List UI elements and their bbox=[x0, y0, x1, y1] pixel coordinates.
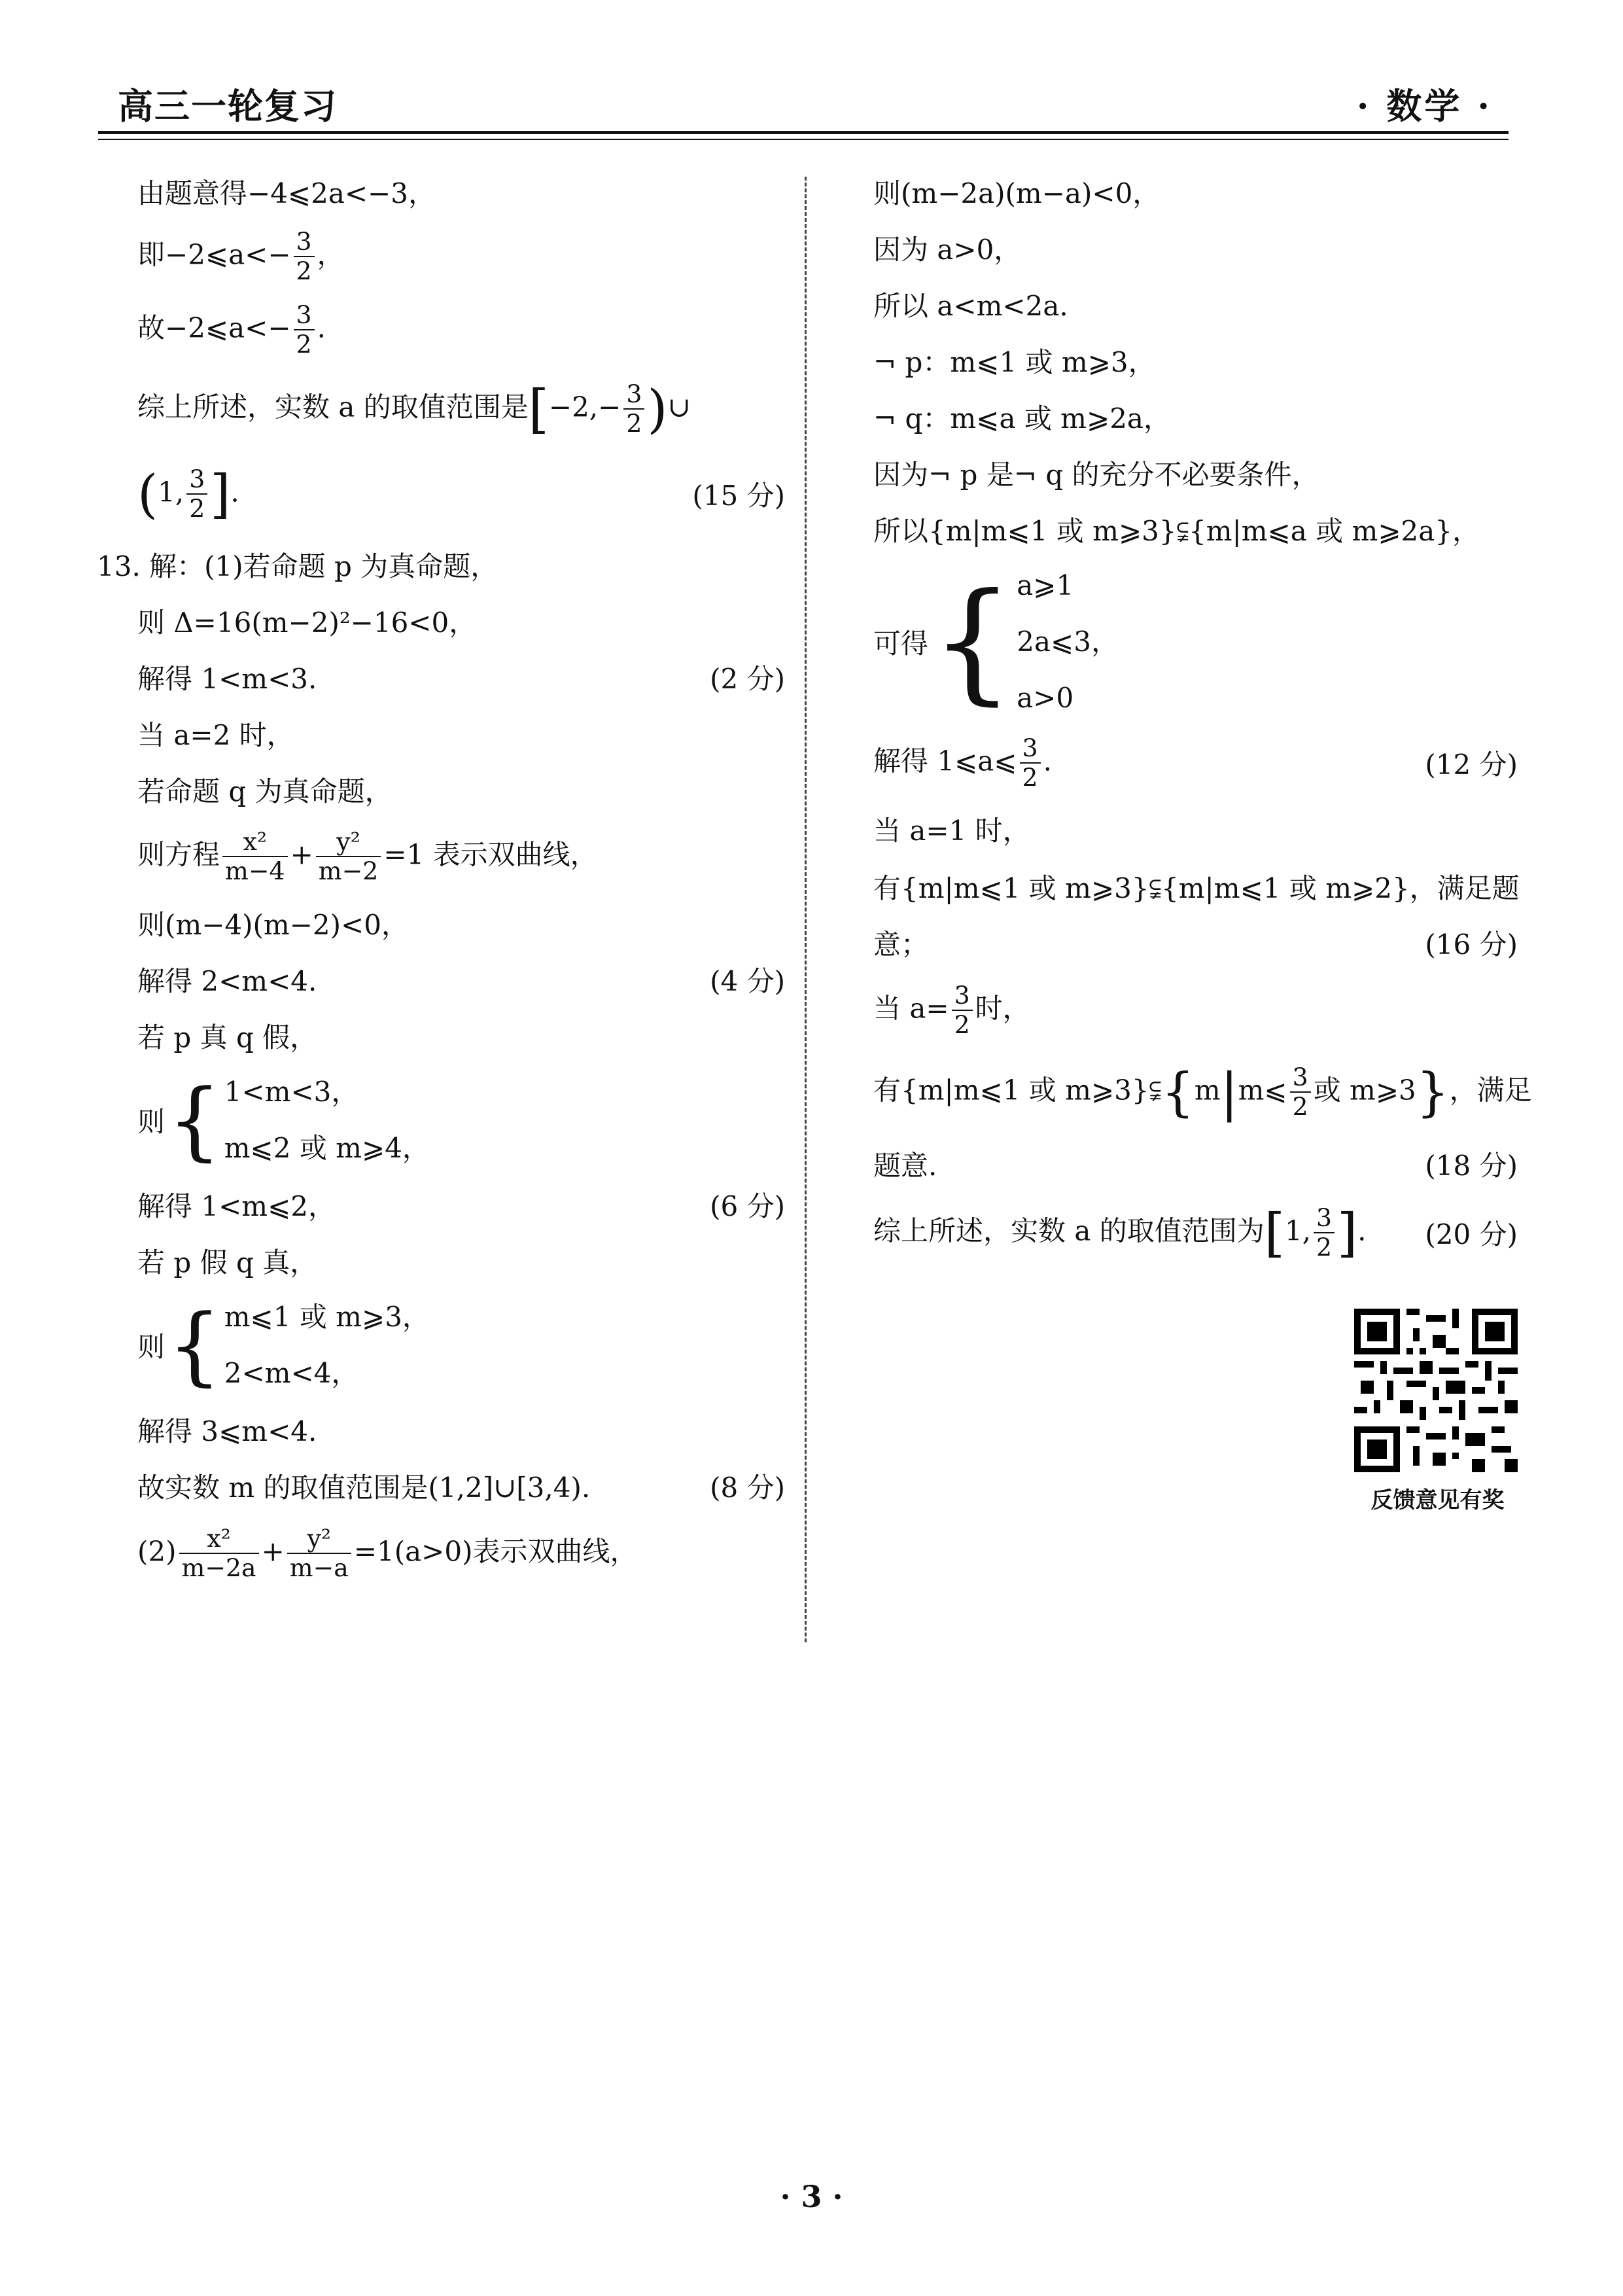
solution-line: 当 a=2 时， bbox=[137, 719, 294, 751]
solution-line: 综上所述，实数 a 的取值范围为[1, $\frac{3}{2}$ ]. (20 分) bbox=[873, 1202, 1518, 1263]
solution-line: 若 p 真 q 假， bbox=[137, 1021, 318, 1053]
fraction: $\frac{3}{2}$ bbox=[294, 301, 315, 359]
solution-line: 解得 1<m⩽2， (6 分) bbox=[137, 1176, 785, 1233]
solution-line: 题意. (18 分) bbox=[873, 1135, 1518, 1193]
solution-line: 则 Δ=16(m−2)²−16<0， bbox=[137, 607, 477, 639]
fraction: $\frac{3}{2}$ bbox=[1020, 734, 1041, 792]
solution-line: 由题意得−4⩽2a<−3， bbox=[137, 177, 436, 209]
solution-line: 若 p 假 q 真， bbox=[137, 1246, 318, 1279]
score-mark: (16 分) bbox=[1425, 928, 1518, 961]
score-mark: (20 分) bbox=[1425, 1218, 1518, 1250]
solution-system: 可得 { a⩾1 2a⩽3， a>0 bbox=[873, 565, 1119, 718]
solution-line: 综上所述，实数 a 的取值范围是[−2,− $\frac{3}{2}$ )∪ bbox=[137, 378, 691, 440]
solution-line: (1, $\frac{3}{2}$ ]. (15 分) bbox=[137, 463, 785, 525]
page-number: · 3 · bbox=[780, 2179, 843, 2214]
solution-line: 当 a= $\frac{3}{2}$ 时， bbox=[873, 980, 1030, 1039]
left-brace: { bbox=[167, 1070, 222, 1170]
solution-line: 因为¬ p 是¬ q 的充分不必要条件， bbox=[873, 459, 1319, 491]
header-title: 高三一轮复习 bbox=[118, 85, 338, 127]
solution-line: 则(m−4)(m−2)<0， bbox=[137, 909, 409, 941]
fraction: $\frac{3}{2}$ bbox=[623, 380, 644, 438]
solution-system: 则 { 1<m<3， m⩽2 或 m⩾4， bbox=[137, 1070, 430, 1170]
solution-line: 故实数 m 的取值范围是(1,2]∪[3,4). (8 分) bbox=[137, 1458, 785, 1514]
qr-caption: 反馈意见有奖 bbox=[1370, 1487, 1505, 1513]
header-subject: · 数学 · bbox=[1356, 85, 1492, 127]
header-rule-thin bbox=[98, 139, 1509, 140]
fraction: $\frac{\text{y²}}{m-a}$ bbox=[287, 1525, 351, 1583]
fraction: $\frac{\text{y²}}{m-2}$ bbox=[316, 828, 381, 886]
score-mark: (15 分) bbox=[692, 480, 785, 512]
solution-line: 解得 1⩽a⩽ $\frac{3}{2}$ . (12 分) bbox=[873, 733, 1518, 792]
solution-line: 有{m|m⩽1 或 m⩾3}⫋{m|m⩽1 或 m⩾2}，满足题 bbox=[873, 872, 1520, 904]
solution-line: 若命题 q 为真命题， bbox=[137, 775, 393, 807]
left-brace: { bbox=[931, 565, 1015, 718]
fraction: $\frac{3}{2}$ bbox=[186, 465, 207, 523]
solution-line: 所以{m|m⩽1 或 m⩾3}⫋{m|m⩽a 或 m⩾2a}， bbox=[873, 515, 1480, 547]
solution-line: 则(m−2a)(m−a)<0， bbox=[873, 177, 1161, 209]
fraction: $\frac{3}{2}$ bbox=[1290, 1063, 1311, 1122]
solution-line: 即−2⩽a<− $\frac{3}{2}$ ， bbox=[137, 226, 345, 285]
fraction: $\frac{3}{2}$ bbox=[952, 981, 973, 1040]
solution-line: 故−2⩽a<− $\frac{3}{2}$ . bbox=[137, 300, 326, 359]
qr-code-icon[interactable] bbox=[1354, 1309, 1518, 1472]
score-mark: (12 分) bbox=[1425, 749, 1518, 781]
solution-line: ¬ q：m⩽a 或 m⩾2a， bbox=[873, 402, 1171, 434]
fraction: $\frac{3}{2}$ bbox=[1314, 1204, 1335, 1262]
left-column bbox=[97, 164, 785, 1593]
fraction: $\frac{\text{x²}}{m-4}$ bbox=[222, 828, 288, 886]
problem-13-heading: 13. 解：(1)若命题 p 为真命题， bbox=[97, 550, 498, 582]
fraction: $\frac{3}{2}$ bbox=[294, 228, 315, 286]
header-rule-thick bbox=[98, 131, 1509, 134]
solution-line: ¬ p：m⩽1 或 m⩾3， bbox=[873, 346, 1156, 378]
score-mark: (6 分) bbox=[710, 1190, 785, 1222]
column-divider bbox=[805, 177, 807, 1642]
solution-line: 当 a=1 时， bbox=[873, 815, 1030, 847]
solution-system: 则 { m⩽1 或 m⩾3， 2<m<4， bbox=[137, 1296, 430, 1395]
solution-line: 所以 a<m<2a. bbox=[873, 290, 1068, 322]
score-mark: (8 分) bbox=[710, 1472, 785, 1504]
solution-line: 意； (16 分) bbox=[873, 915, 1518, 971]
fraction: $\frac{\text{x²}}{m-2a}$ bbox=[179, 1525, 259, 1583]
solution-line: 解得 3⩽m<4. bbox=[137, 1415, 317, 1447]
score-mark: (18 分) bbox=[1425, 1150, 1518, 1182]
score-mark: (4 分) bbox=[710, 965, 785, 997]
score-mark: (2 分) bbox=[710, 663, 785, 695]
right-column bbox=[873, 164, 1532, 1272]
solution-line: 有{m|m⩽1 或 m⩾3}⫋{m|m⩽ $\frac{3}{2}$ 或 m⩾3}，满足 bbox=[873, 1061, 1532, 1123]
solution-line: 则方程 $\frac{\text{x²}}{m-4}$ + $\frac{\text{y²}}{m-2}$ =1 表示双曲线， bbox=[137, 826, 598, 885]
solution-line: 解得 1<m<3. (2 分) bbox=[137, 649, 785, 705]
solution-line: (2) $\frac{\text{x²}}{m-2a}$ + $\frac{\text{y²}}{m-a}$ =1(a>0)表示双曲线， bbox=[137, 1523, 638, 1582]
solution-line: 因为 a>0， bbox=[873, 234, 1022, 266]
solution-line: 解得 2<m<4. (4 分) bbox=[137, 951, 785, 1008]
left-brace: { bbox=[167, 1296, 222, 1395]
